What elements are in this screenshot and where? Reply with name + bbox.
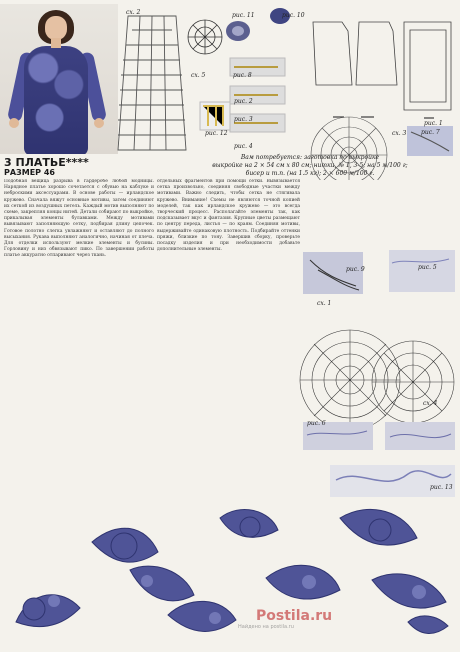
sx1-diagram: [300, 330, 400, 430]
circle-motif-6: [188, 20, 222, 54]
pattern-pieces: [313, 22, 451, 118]
label-ris13: рис. 13: [430, 484, 453, 491]
materials-line-1: Вам потребуется: заготовка по выкройке: [240, 154, 380, 161]
fig-9-photo: [303, 252, 363, 294]
fig-13-photo: [330, 465, 455, 497]
label-ris2: рис. 2: [234, 98, 253, 105]
fig-8-photo: [385, 422, 455, 450]
label-ris1: рис. 1: [424, 120, 443, 127]
label-ris6: рис. 6: [307, 420, 326, 427]
label-ris12: рис. 12: [205, 130, 228, 137]
label-sx5: сх. 5: [191, 72, 206, 79]
label-ris5: рис. 5: [418, 264, 437, 271]
label-sx2: сх. 2: [126, 9, 141, 16]
postila-subtext: Найдено на postila.ru: [238, 624, 294, 630]
materials-line-3: бисер и т.п. (на 1.5 кг); 2 × 600 м/100 г.: [245, 169, 375, 177]
fig-5-photo: [389, 250, 455, 292]
article-column-2: отдельных фрагментов при помощи сетки. Вывязывается сетка произвольно, соединяя свободные участки между мотивами. Важно следить, чтобы сетка не стягивала кружево. Внимание! Схемы не являются точной копией моделей, так как ирландское кружево — это всегда творческий процесс. Располагайте элементы так, как подсказывает вкус и фантазия. Крупные цветы размещают по центру переда, листья — по краям. Соединяя мотивы, выдерживайте одинаковую плотность. Подбирайте оттенки пряжи, близкие по тону. Завершив сборку, проверьте посадку изделия и при необходимости добавьте дополнительные элементы.: [157, 179, 300, 253]
dress-size: РАЗМЕР 46: [4, 168, 55, 177]
article-column-1: Подобная вещица разрыва в гардеробе любой модницы. Нарядное платье хорошо сочетается с обувью на каблуке и неброскими аксессуарами. В основе работы — ирландское кружево. Сначала вяжут основные мотивы, затем соединяют их сеткой из воздушных петель. Каждый мотив выполняют по схеме, закрепляя концы нитей. Детали собирают по выкройке, прикалывая элементы булавками. Между мотивами вывязывают заполняющую сетку, подбирая длину цепочек. Готовое полотно слегка увлажняют и оставляют до полного высыхания. Рукава выполняют аналогично, начиная от плеча. Для отделки используют мелкие элементы и бусины. Горловину и низ обвязывают пико. По завершении работы платье аккуратно отпаривают через ткань.: [4, 179, 154, 259]
dress-title: 3 ПЛАТЬЕ****: [4, 156, 89, 169]
label-ris4: рис. 4: [234, 143, 253, 150]
lace-fragments: [0, 500, 460, 650]
label-ris9: рис. 9: [346, 266, 365, 273]
label-ris11: рис. 11: [232, 12, 255, 19]
label-ris8: рис. 8: [233, 72, 252, 79]
sx4-diagram: [372, 341, 454, 423]
label-ris3: рис. 3: [234, 116, 253, 123]
materials-line-2: выкройке на 2 × 54 см х 80 см; нитки, № 1, 3-5; на 5 м/100 г;: [212, 161, 408, 169]
label-ris7: рис. 7: [421, 129, 440, 136]
label-ris10: рис. 10: [282, 12, 305, 19]
label-sx4: сх. 4: [423, 400, 438, 407]
label-sx3: сх. 3: [392, 130, 407, 137]
postila-watermark: Postila.ru: [256, 608, 333, 624]
label-sx1: сх. 1: [317, 300, 332, 307]
